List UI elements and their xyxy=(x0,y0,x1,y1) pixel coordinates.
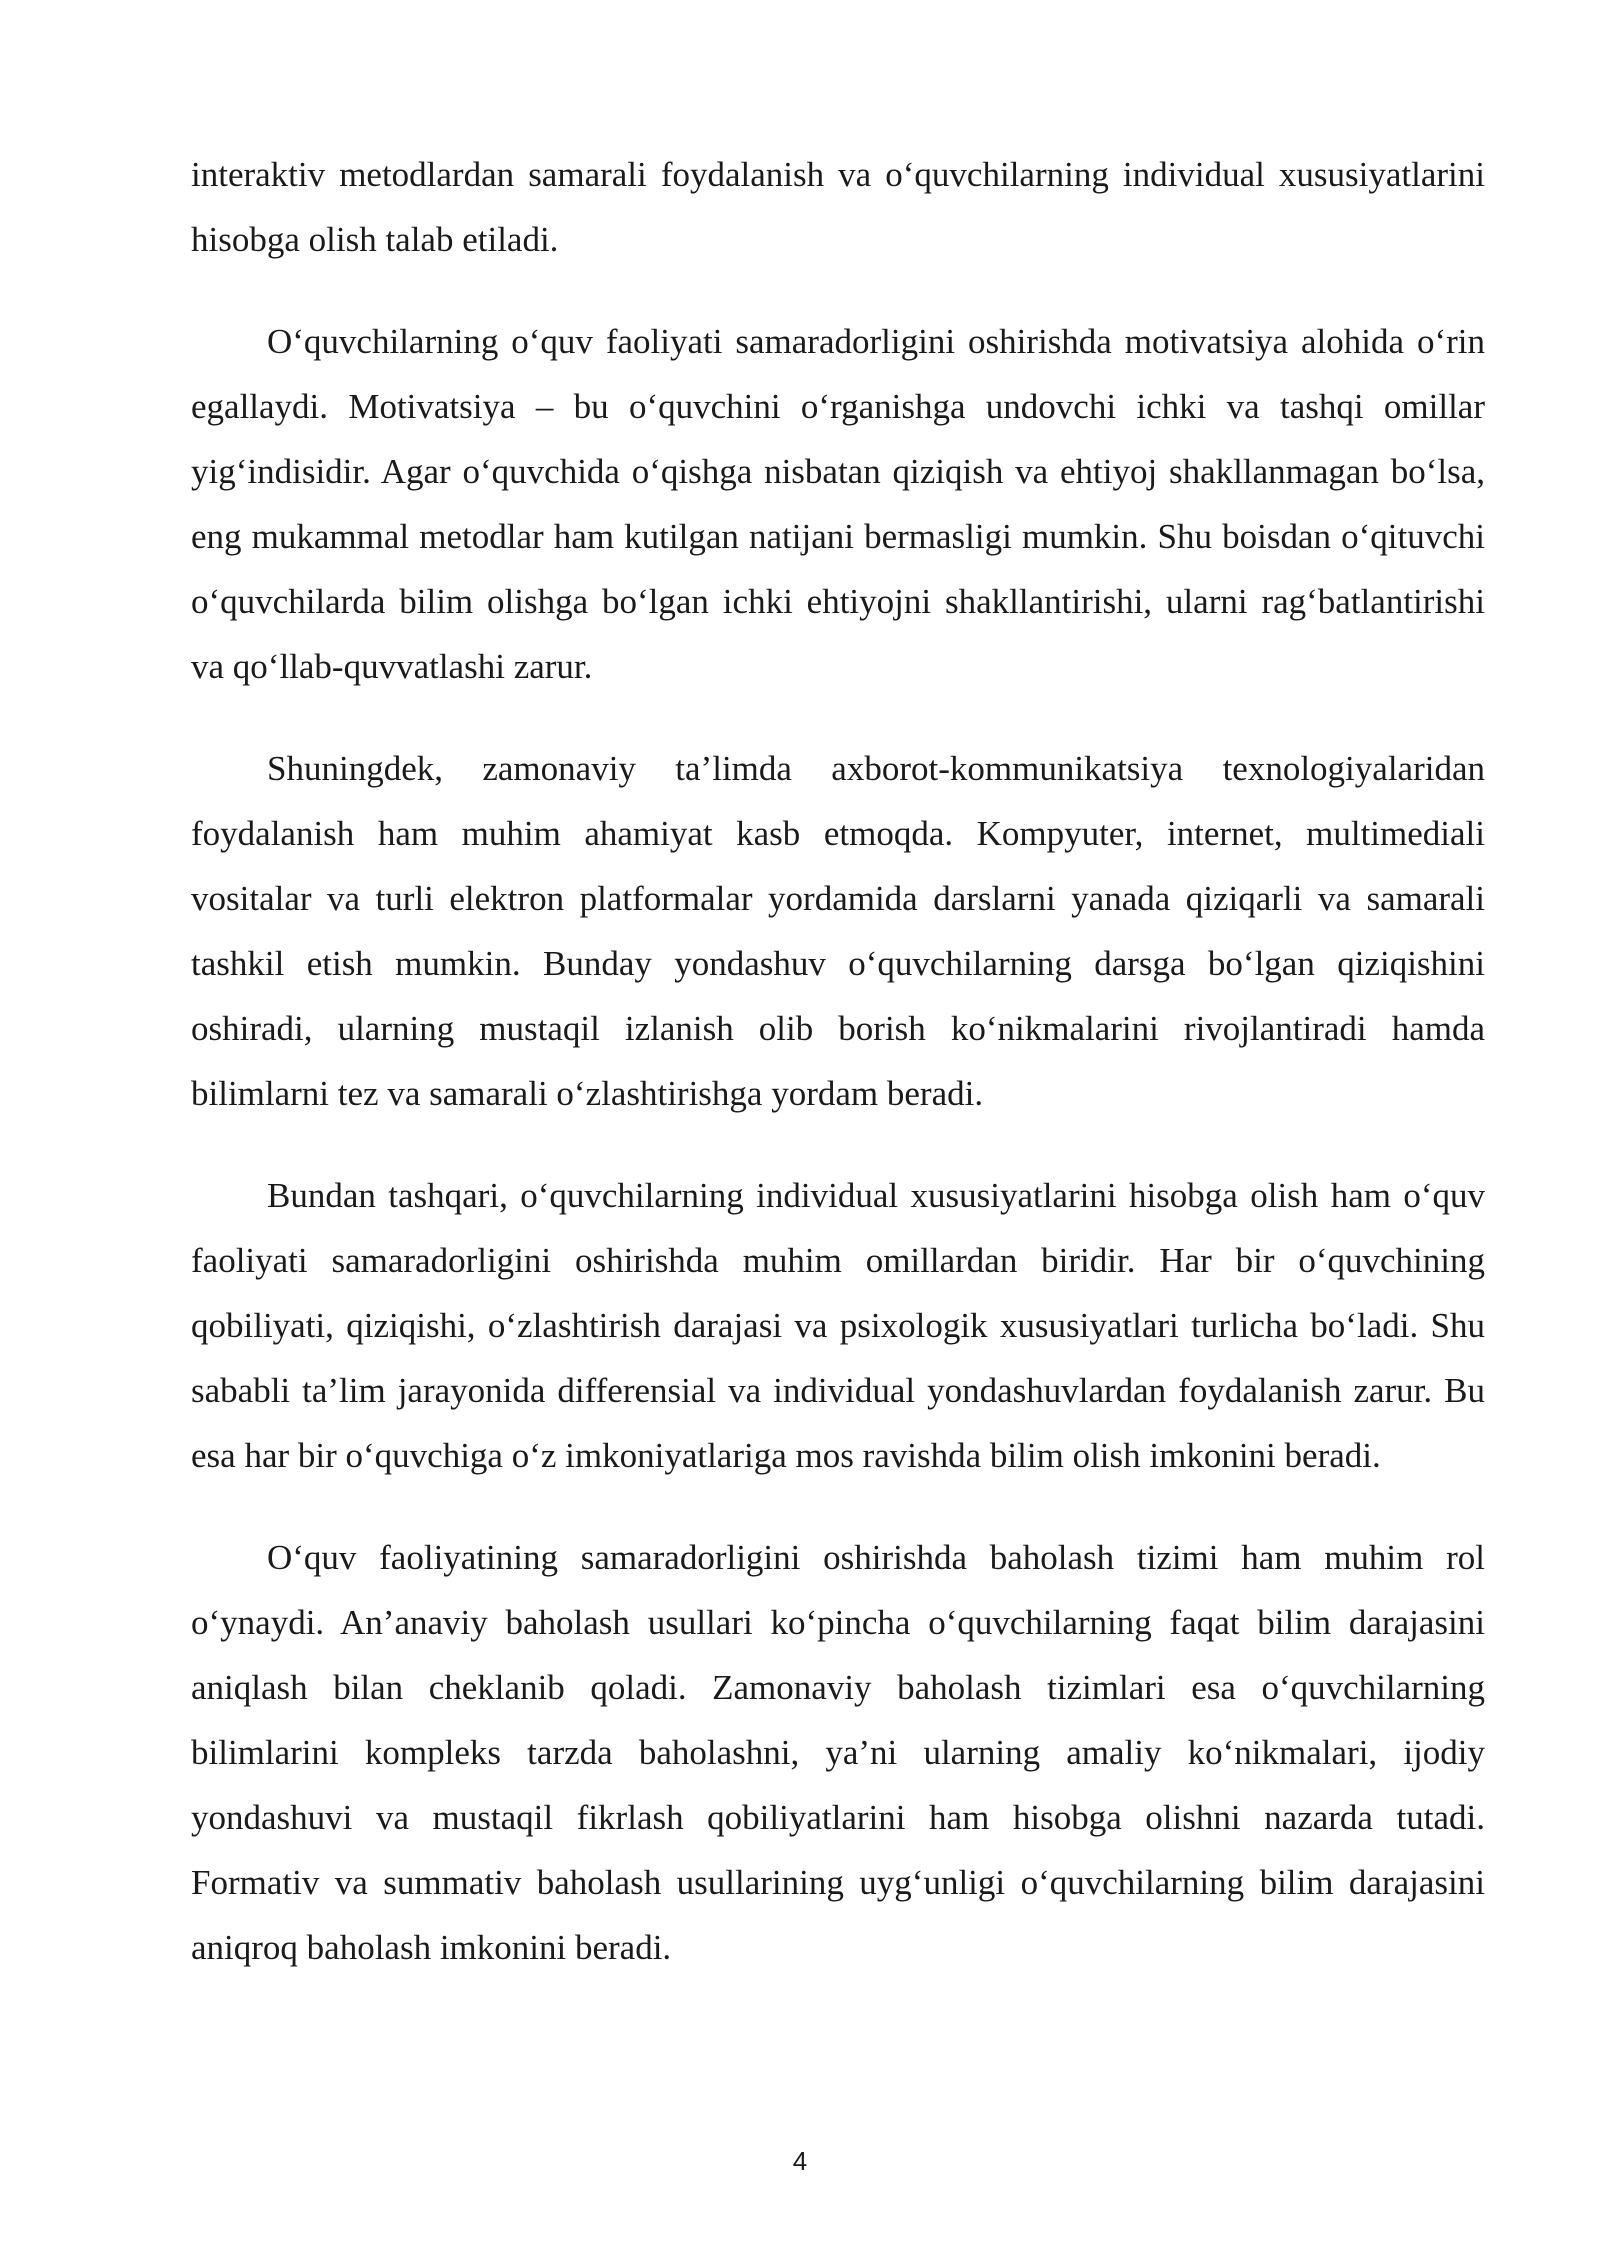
paragraph-1: interaktiv metodlardan samarali foydalanish va o‘quvchilarning individual xususiyatlarini hisobga olish talab etiladi. xyxy=(191,155,1485,259)
paragraph-2: O‘quvchilarning o‘quv faoliyati samaradorligini oshirishda motivatsiya alohida o‘rin egallaydi. Motivatsiya – bu o‘quvchini o‘rganishga undovchi ichki va tashqi omillar yig‘indisidir. Agar o‘quvchida o‘qishga nisbatan qiziqish va ehtiyoj shakllanmagan bo‘lsa, eng mukammal metodlar ham kutilgan natijani bermasligi mumkin. Shu boisdan o‘qituvchi o‘quvchilarda bilim olishga bo‘lgan ichki ehtiyojni shakllantirishi, ularni rag‘batlantirishi va qo‘llab-quvvatlashi zarur. xyxy=(191,322,1485,686)
paragraph-5: O‘quv faoliyatining samaradorligini oshirishda baholash tizimi ham muhim rol o‘ynaydi. An’anaviy baholash usullari ko‘pincha o‘quvchilarning faqat bilim darajasini aniqlash bilan cheklanib qoladi. Zamonaviy baholash tizimlari esa o‘quvchilarning bilimlarini kompleks tarzda baholashni, ya’ni ularning amaliy ko‘nikmalari, ijodiy yondashuvi va mustaqil fikrlash qobiliyatlarini ham hisobga olishni nazarda tutadi. Formativ va summativ baholash usullarining uyg‘unligi o‘quvchilarning bilim darajasini aniqroq baholash imkonini beradi. xyxy=(191,1538,1485,1967)
body-text xyxy=(191,142,1485,1980)
paragraph-4: Bundan tashqari, o‘quvchilarning individual xususiyatlarini hisobga olish ham o‘quv faoliyati samaradorligini oshirishda muhim omillardan biridir. Har bir o‘quvchining qobiliyati, qiziqishi, o‘zlashtirish darajasi va psixologik xususiyatlari turlicha bo‘ladi. Shu sababli ta’lim jarayonida differensial va individual yondashuvlardan foydalanish zarur. Bu esa har bir o‘quvchiga o‘z imkoniyatlariga mos ravishda bilim olish imkonini beradi. xyxy=(191,1176,1485,1475)
page-number: 4 xyxy=(792,2146,808,2176)
paragraph-3: Shuningdek, zamonaviy ta’limda axborot-kommunikatsiya texnologiyalaridan foydalanish ham muhim ahamiyat kasb etmoqda. Kompyuter, internet, multimediali vositalar va turli elektron platformalar yordamida darslarni yanada qiziqarli va samarali tashkil etish mumkin. Bunday yondashuv o‘quvchilarning darsga bo‘lgan qiziqishini oshiradi, ularning mustaqil izlanish olib borish ko‘nikmalarini rivojlantiradi hamda bilimlarni tez va samarali o‘zlashtirishga yordam beradi. xyxy=(191,749,1485,1113)
